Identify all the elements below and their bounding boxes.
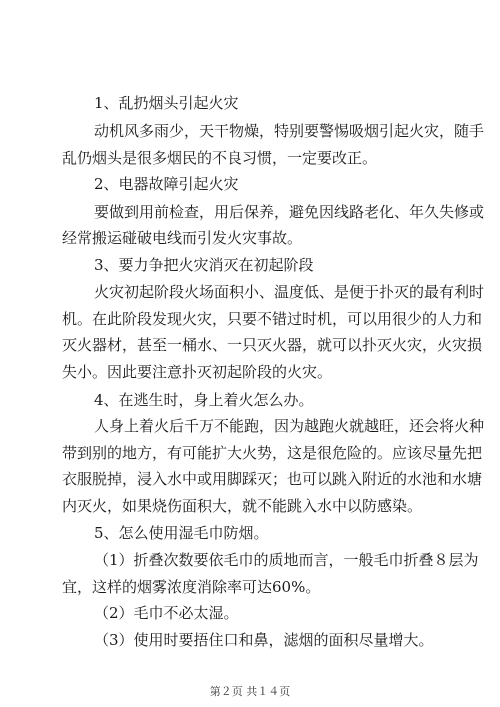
heading-2: 2、电器故障引起火灾 [94,175,239,193]
paragraph-1-line-2: 乱仍烟头是很多烟民的不良习惯，一定要改正。 [62,149,378,167]
paragraph-4-line-1: 人身上着火后千万不能跑，因为越跑火就越旺，还会将火种 [94,417,485,435]
paragraph-4-line-4: 内灭火，如果烧伤面积大，就不能跳入水中以防感染。 [62,497,423,515]
heading-4: 4、在逃生时，身上着火怎么办。 [94,391,314,409]
paragraph-3-line-1: 火灾初起阶段火场面积小、温度低、是便于扑灭的最有利时 [94,283,485,301]
list-item-3: （3）使用时要捂住口和鼻，滤烟的面积尽量增大。 [94,631,434,649]
paragraph-1-line-1: 动机风多雨少，天干物燥，特别要警惕吸烟引起火灾，随手 [94,122,485,140]
list-item-1-line-1: （1）折叠次数要依毛巾的质地而言，一般毛巾折叠８层为 [94,551,479,569]
heading-3: 3、要力争把火灾消灭在初起阶段 [94,256,314,274]
heading-1: 1、乱扔烟头引起火灾 [94,94,239,112]
paragraph-3-line-3: 灭火器材，甚至一桶水、一只灭火器，就可以扑灭火灾，火灾损 [62,336,483,354]
paragraph-2-line-1: 要做到用前检查，用后保养，避免因线路老化、年久失修或 [94,203,485,221]
paragraph-4-line-3: 衣服脱掉，浸入水中或用脚踩灭；也可以跳入附近的水池和水塘 [62,470,483,488]
page-number-footer: 第２页 共１４页 [209,685,291,698]
heading-5: 5、怎么使用湿毛巾防烟。 [94,524,269,542]
list-item-1-line-2: 宜，这样的烟雾浓度消除率可达60%。 [62,578,321,596]
paragraph-3-line-2: 机。在此阶段发现火灾，只要不错过时机，可以用很少的人力和 [62,310,483,328]
list-item-2: （2）毛巾不必太湿。 [94,604,239,622]
paragraph-2-line-2: 经常搬运碰破电线而引发火灾事故。 [62,229,303,247]
paragraph-3-line-4: 失小。因此要注意扑灭初起阶段的火灾。 [62,363,333,381]
paragraph-4-line-2: 带到别的地方，有可能扩大火势，这是很危险的。应该尽量先把 [62,444,483,462]
